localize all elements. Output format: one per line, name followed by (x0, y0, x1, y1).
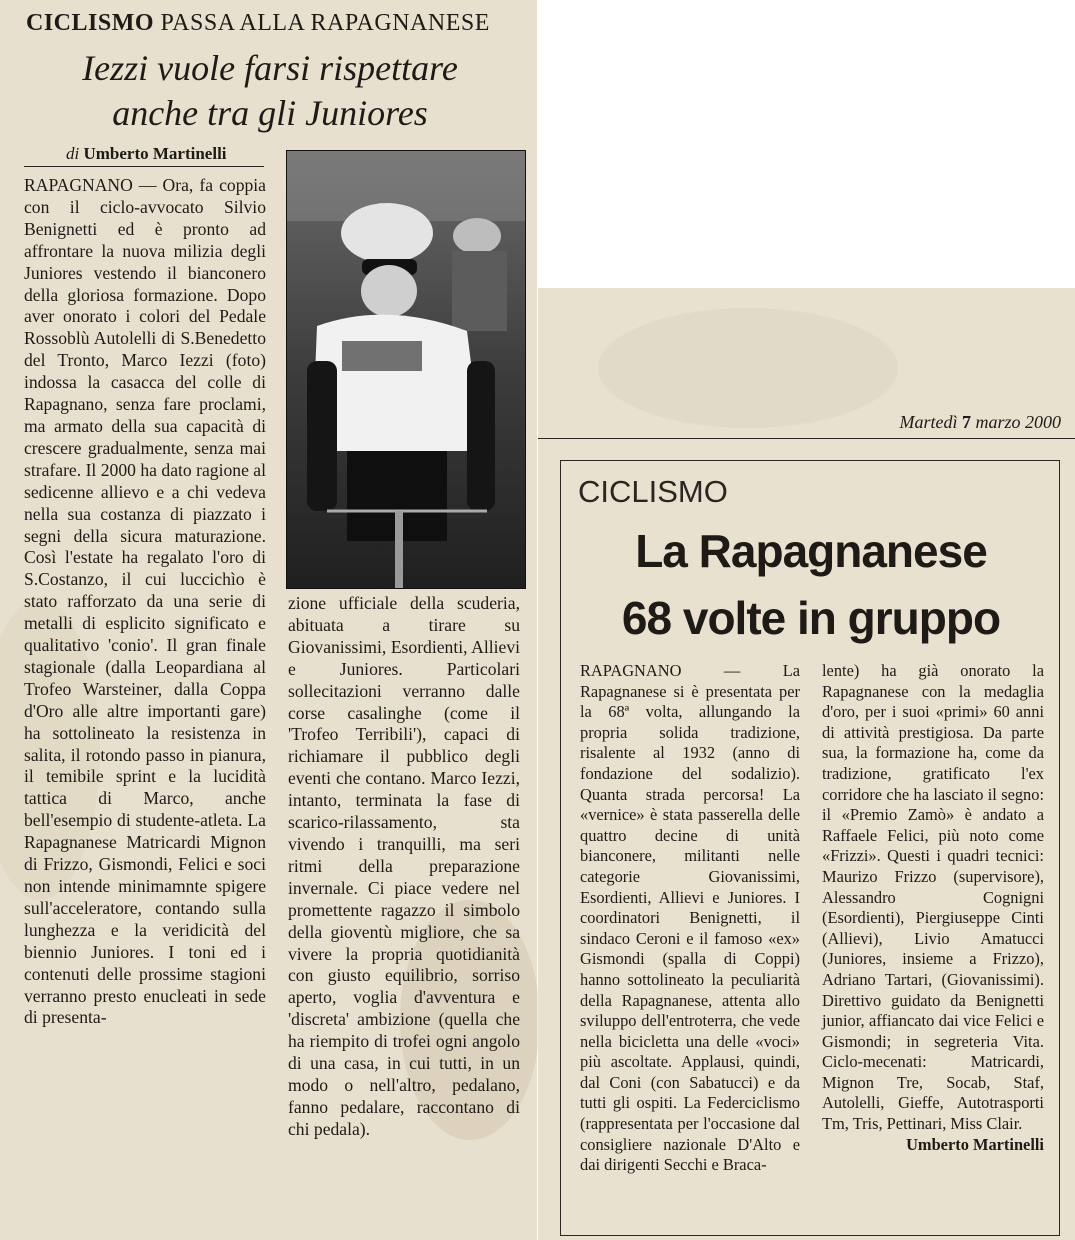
byline-rule (24, 166, 264, 167)
right-article-column-1 (580, 661, 800, 1176)
left-headline-line1: Iezzi vuole farsi rispettare (82, 48, 458, 88)
cyclist-photo-image (287, 151, 525, 588)
left-article-column-1-text: RAPAGNANO — Ora, fa coppia con il ciclo-avvocato Silvio Benignetti ed è pronto ad affrontare la nuova milizia degli Juniores vestendo il bianconero della gloriosa formazione. Dopo aver onorato i colori del Pedale Rossoblù Autolelli di S.Benedetto del Tronto, Marco Iezzi (foto) indossa la casacca del colle di Rapagnano, senza fare proclami, ma armato della sua capacità di crescere gradualmente, senza mai strafare. Il 2000 ha dato ragione al sedicenne allievo e a chi vedeva nella sua costanza di piazzato i segni della sicura maturazione. Così l'estate ha regalato l'oro di S.Costanzo, il cui luccichìo è stato rafforzato da una serie di metalli di esplicito significato e qualitativo 'conio'. Il gran finale stagionale (dalla Leopardiana al Trofeo Warsteiner, dalla Coppa d'Oro alle altre importanti gare) ha sottolineato la resistenza in salita, il rotondo passo in pianura, il temibile sprint e la lucidità tattica di Marco, anche bell'esempio di studente-atleta. La Rapagnanese Matricardi Mignon di Frizzo, Gismondi, Felici e soci non intende minimamnte spigere sull'acceleratore, contando sulla lunghezza e la veridicità del biennio Juniores. I toni ed i contenuti delle prossime stagioni verranno presto enucleati in sede di presenta- (24, 175, 266, 1028)
byline-author: Umberto Martinelli (83, 144, 227, 163)
date-month-year: marzo 2000 (975, 412, 1061, 432)
right-article-column-2-text: lente) ha già onorato la Rapagnanese con la medaglia d'oro, per i suoi «primi» 60 anni di attività prestigiosa. Da parte sua, la formazione ha, come da tradizione, gratificato l'ex corridore che ha lasciato il segno: il «Premio Zamò» è andato a Raffaele Felici, più noto come «Frizzi». Questi i quadri tecnici: Maurizo Frizzo (supervisore), Alessandro Cognigni (Esordienti), Piergiuseppe Cinti (Allievi), Livio Amatucci (Juniores, insieme a Frizzo), Adriano Tartari, (Giovanissimi). Direttivo guidato da Benignetti junior, affiancato dai vice Felici e Gismondi; in segreteria Vita. Ciclo-mecenati: Matricardi, Mignon Tre, Socab, Staf, Autolelli, Gieffe, Autotrasporti Tm, Tris, Pettinari, Miss Clair. (822, 661, 1044, 1134)
publication-date (899, 412, 1061, 433)
left-article-column-1 (24, 175, 266, 1029)
right-kicker: CICLISMO (578, 474, 728, 509)
date-day: 7 (961, 412, 971, 432)
left-byline (66, 144, 227, 164)
left-kicker-text: PASSA ALLA RAPAGNANESE (160, 10, 490, 36)
cyclist-photo (286, 150, 526, 589)
byline-prefix: di (66, 144, 80, 163)
right-article-signature: Umberto Martinelli (906, 1134, 1044, 1154)
paper-stain (598, 308, 898, 428)
left-article-column-2 (288, 593, 520, 1141)
left-kicker-section: CICLISMO (26, 10, 155, 36)
right-article-column-1-text: RAPAGNANO — La Rapagnanese si è presentata per la 68ª volta, allungando la propria solida tradizione, risalente al 1932 (anno di fondazione del sodalizio). Quanta strada percorsa! La «vernice» è stata passerella delle quattro decine di unità bianconere, militanti nelle categorie Giovanissimi, Esordienti, Allievi e Juniores. I coordinatori Benignetti, il sindaco Ceroni e il famoso «ex» Gismondi (spalla di Coppi) hanno sottolineato la peculiarità della Rapagnanese, attenta allo sviluppo dell'entroterra, che vede nella bicicletta una delle «voci» più ascoltate. Applausi, quindi, dal Coni (con Sabatucci) e da tutti gli ospiti. La Federciclismo (rappresentata per l'occasione dal consigliere nazionale D'Alto e dai dirigenti Secchi e Braca- (580, 661, 800, 1175)
right-headline-line1: La Rapagnanese (635, 525, 987, 577)
left-kicker (26, 10, 526, 37)
left-clipping (0, 0, 537, 1240)
left-headline-line2: anche tra gli Juniores (112, 93, 428, 133)
left-article-column-2-text: zione ufficiale della scuderia, abituata a tirare su Giovanissimi, Esordienti, Allievi e Juniores. Particolari sollecitazioni verranno dalle corse casalinghe (come il 'Trofeo Terribili'), capaci di richiamare il pubblico degli eventi che contano. Marco Iezzi, intanto, terminata la fase di scarico-rilassamento, sta vivendo i tranquilli, ma seri ritmi della preparazione invernale. Ci piace vedere nel promettente ragazzo il simbolo della gioventù migliore, che sa vivere la propria quotidianità con giusto equilibrio, sorriso aperto, voglia d'avventura e 'discreta' ambizione (quella che ha riempito di trofei ogni angolo di una casa, in cui tutti, in un modo o nell'altro, pedalano, fanno pedalare, raccontano di chi pedala). (288, 593, 520, 1139)
right-article-column-2 (822, 661, 1044, 1155)
date-rule (538, 438, 1075, 439)
date-weekday: Martedì (899, 412, 958, 432)
right-headline-line2: 68 volte in gruppo (621, 592, 1001, 644)
